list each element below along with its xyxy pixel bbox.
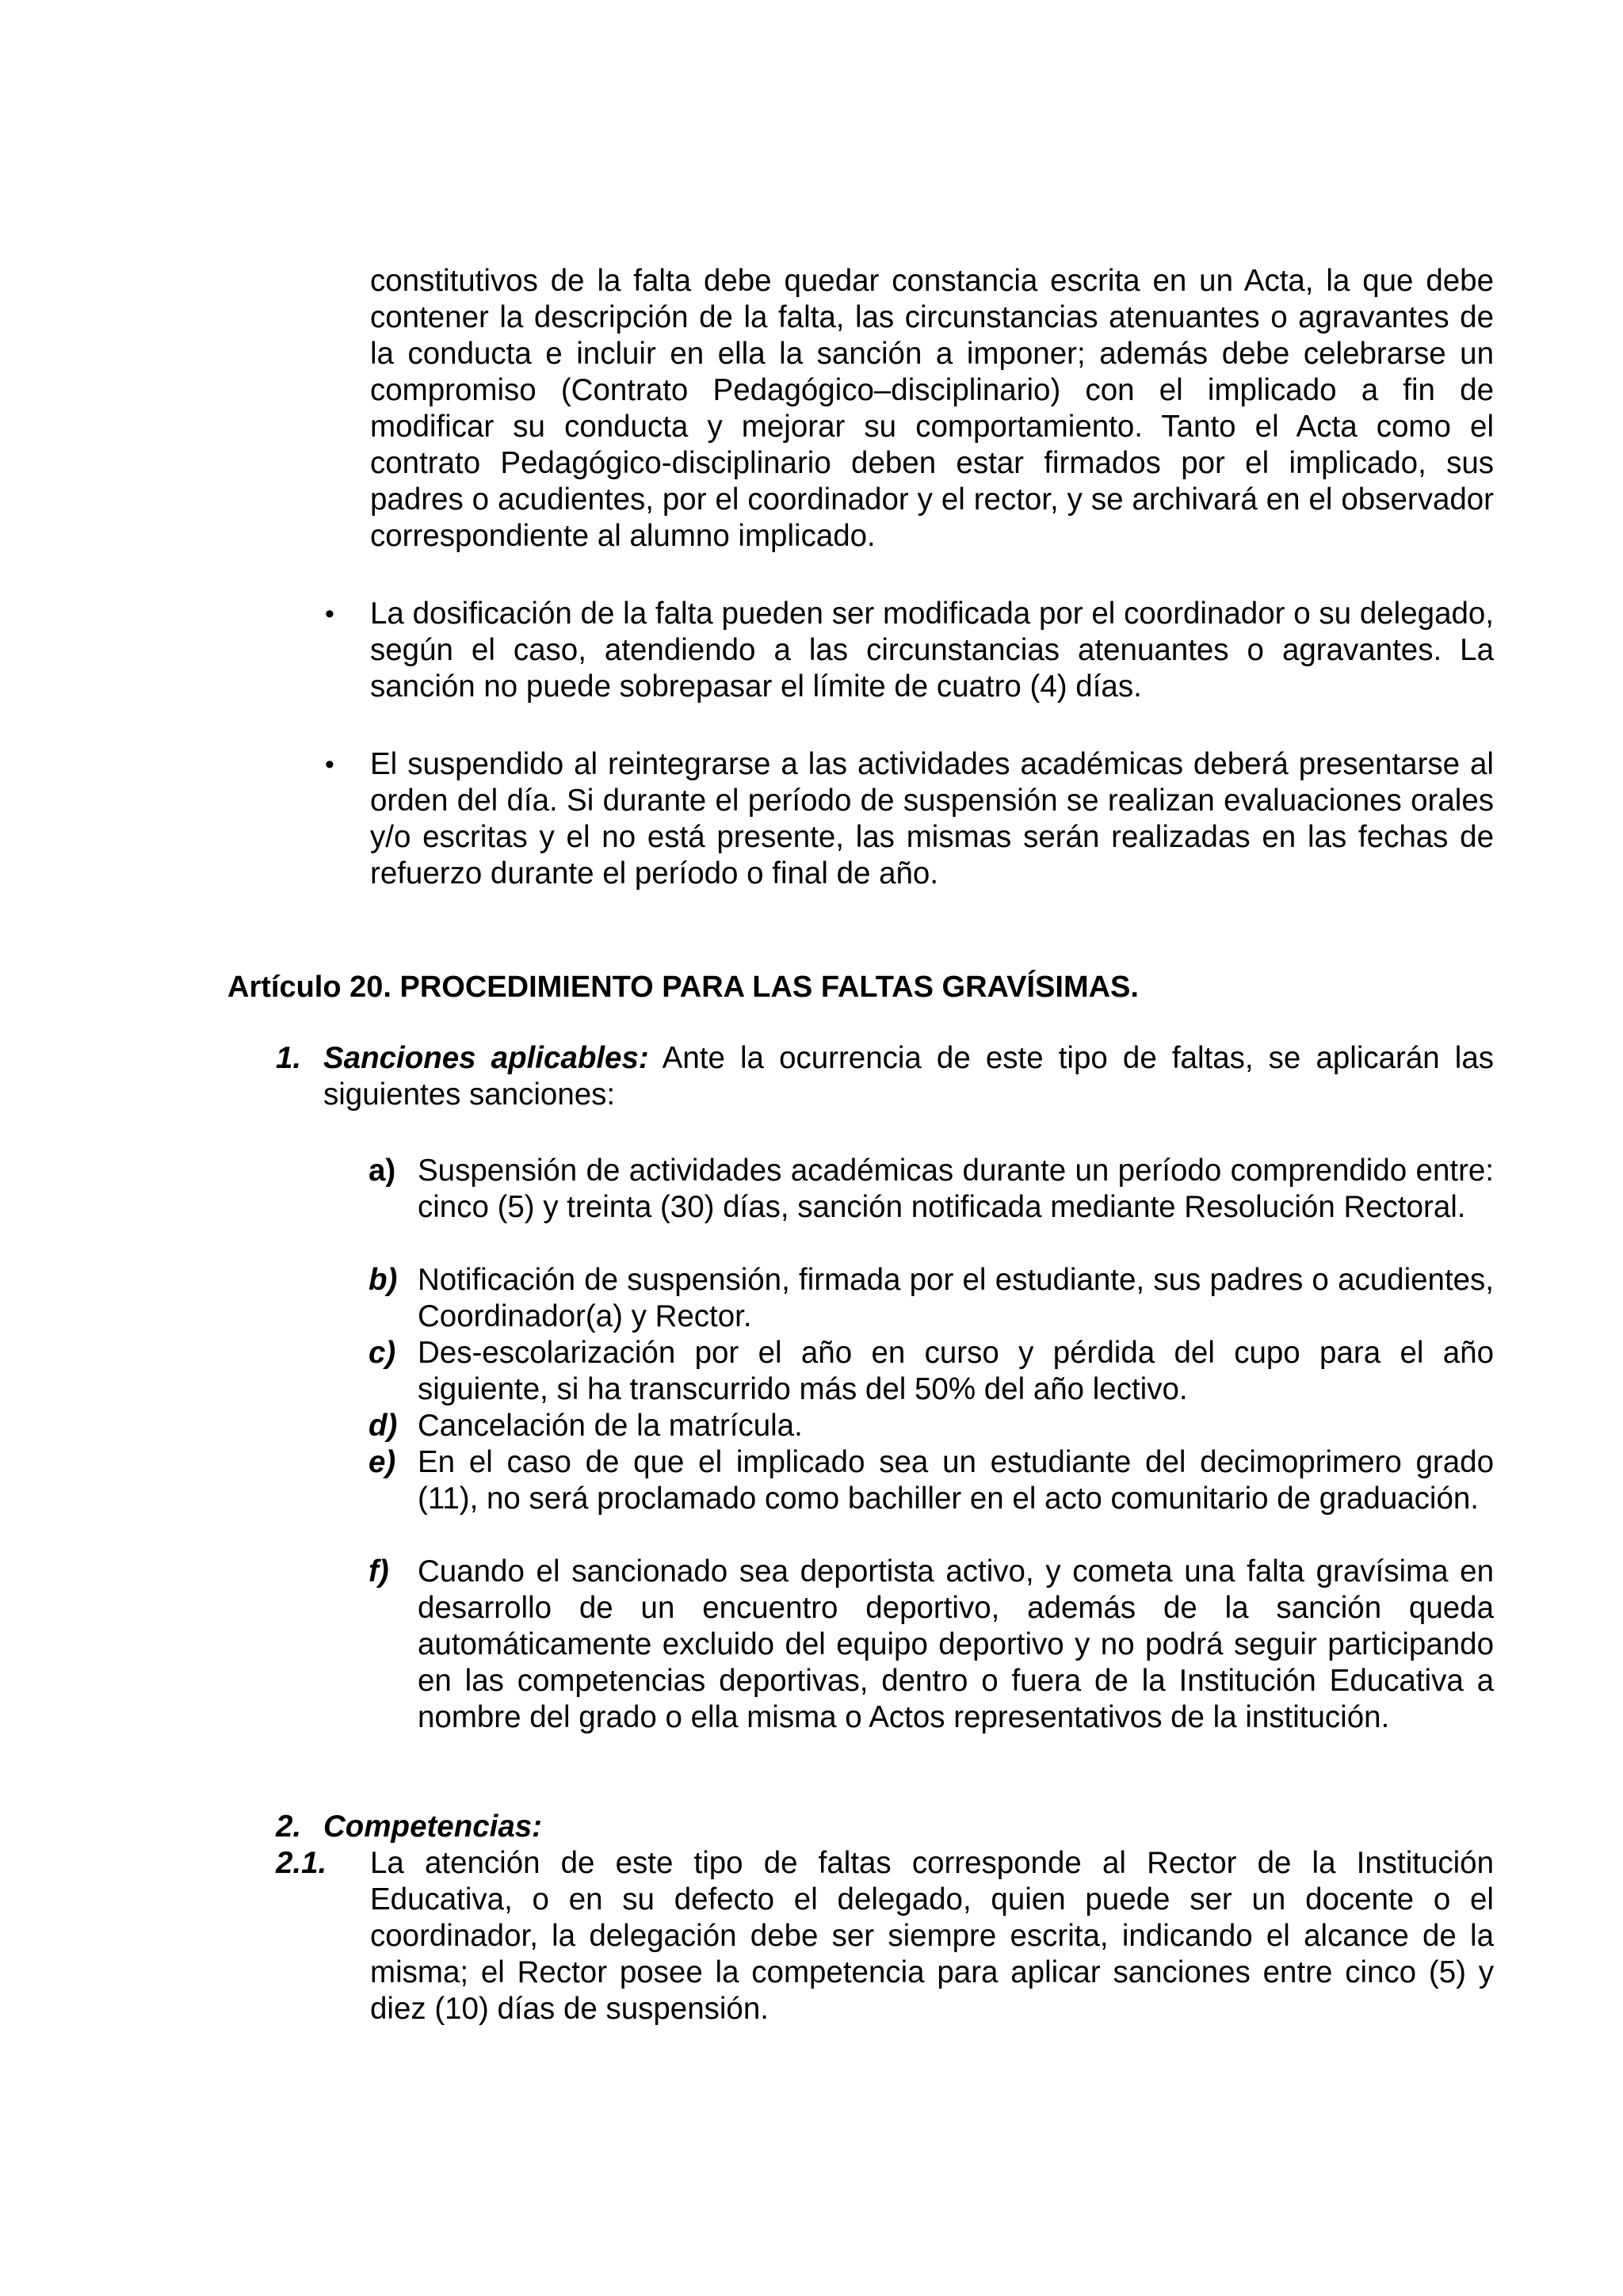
subsection-text: La atención de este tipo de faltas corresponde al Rector de la Institución Educativa, o en su defecto el delegado, quien puede ser un docente o el coordinador, la delegación debe ser siempre escrita, indicando el alcance de la misma; el Rector posee la competencia para aplicar sanciones entre cinco (5) y diez (10) días de suspensión. <box>370 1846 1494 2026</box>
sanction-letter: c) <box>369 1336 396 1370</box>
section-lead: Sanciones aplicables: <box>323 1041 649 1075</box>
sanction-letter: f) <box>369 1554 389 1589</box>
section-number: 1. <box>276 1041 302 1075</box>
sanction-letter: e) <box>369 1445 396 1479</box>
sanction-text: Suspensión de actividades académicas durante un período comprendido entre: cinco (5) y treinta (30) días, sanción notificada mediante Resolución Rectoral. <box>418 1154 1494 1224</box>
section-number: 2. <box>276 1810 302 1844</box>
intro-paragraph <box>370 263 1494 555</box>
section-competencias-title <box>276 1809 542 1845</box>
sanction-text: Des-escolarización por el año en curso y pérdida del cupo para el año siguiente, si ha transcurrido más del 50% del año lectivo. <box>418 1336 1494 1406</box>
bullet-icon: • <box>325 749 334 780</box>
sanction-text: Notificación de suspensión, firmada por el estudiante, sus padres o acudientes, Coordinador(a) y Rector. <box>418 1263 1494 1333</box>
sanction-text: Cuando el sancionado sea deportista activo, y cometa una falta gravísima en desarrollo de un encuentro deportivo, además de la sanción queda automáticamente excluido del equipo deportivo y no podrá seguir participando en las competencias deportivas, dentro o fuera de la Institución Educativa a nombre del grado o ella misma o Actos representativos de la institución. <box>418 1554 1494 1734</box>
subsection-number: 2.1. <box>276 1846 327 1880</box>
sanction-letter: d) <box>369 1409 398 1443</box>
section-text <box>323 1040 1494 1113</box>
sanction-text: Cancelación de la matrícula. <box>418 1409 803 1443</box>
bullet-icon: • <box>325 599 334 629</box>
bullet-text: El suspendido al reintegrarse a las actividades académicas deberá presentarse al orden del día. Si durante el período de suspensión se realizan evaluaciones orales y/o escritas y el no está presente, las mismas serán realizadas en las fechas de refuerzo durante el período o final de año. <box>370 747 1494 891</box>
article-heading: Artículo 20. PROCEDIMIENTO PARA LAS FALTAS GRAVÍSIMAS. <box>227 971 1139 1004</box>
bullet-text: La dosificación de la falta pueden ser modificada por el coordinador o su delegado, según el caso, atendiendo a las circunstancias atenuantes o agravantes. La sanción no puede sobrepasar el límite de cuatro (4) días. <box>370 597 1494 704</box>
intro-text: constitutivos de la falta debe quedar constancia escrita en un Acta, la que debe contener la descripción de la falta, las circunstancias atenuantes o agravantes de la conducta e incluir en ella la sanción a imponer; además debe celebrarse un compromiso (Contrato Pedagógico–disciplinario) con el implicado a fin de modificar su conducta y mejorar su comportamiento. Tanto el Acta como el contrato Pedagógico-disciplinario deben estar firmados por el implicado, sus padres o acudientes, por el coordinador y el rector, y se archivará en el observador correspondiente al alumno implicado. <box>370 264 1494 553</box>
section-body: Ante la ocurrencia de este tipo de faltas, se aplicarán las siguientes sanciones: <box>323 1041 1495 1112</box>
sanction-letter: a) <box>369 1154 396 1188</box>
section-title: Competencias: <box>323 1810 542 1844</box>
sanction-text: En el caso de que el implicado sea un estudiante del decimoprimero grado (11), no será proclamado como bachiller en el acto comunitario de graduación. <box>418 1445 1494 1516</box>
sanction-letter: b) <box>369 1263 398 1297</box>
